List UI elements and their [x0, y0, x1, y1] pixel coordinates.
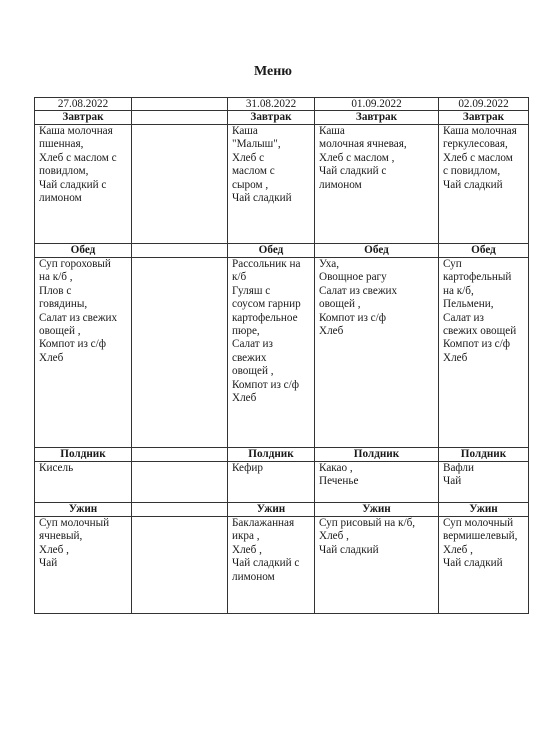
- meal-header-empty: [132, 448, 228, 462]
- menu-cell: Кисель: [35, 462, 132, 503]
- date-cell: 27.08.2022: [35, 98, 132, 111]
- meal-header: Ужин: [35, 503, 132, 517]
- meal-header: Обед: [439, 244, 529, 258]
- meal-header-row-breakfast: [35, 111, 529, 125]
- menu-cell: [132, 258, 228, 448]
- menu-cell: Баклажанная икра , Хлеб , Чай сладкий с лимоном: [228, 517, 315, 614]
- menu-table: [34, 97, 529, 614]
- menu-cell: Какао , Печенье: [315, 462, 439, 503]
- menu-cell: [132, 517, 228, 614]
- menu-cell: Вафли Чай: [439, 462, 529, 503]
- menu-cell: Суп молочный ячневый, Хлеб , Чай: [35, 517, 132, 614]
- meal-header-row-lunch: [35, 244, 529, 258]
- meal-header: Ужин: [228, 503, 315, 517]
- menu-cell: Уха, Овощное рагу Салат из свежих овощей , Компот из с/ф Хлеб: [315, 258, 439, 448]
- meal-header: Ужин: [439, 503, 529, 517]
- menu-cell: [132, 125, 228, 244]
- menu-cell: Суп гороховый на к/б , Плов с говядины, Салат из свежих овощей , Компот из с/ф Хлеб: [35, 258, 132, 448]
- meal-content-row-snack: [35, 462, 529, 503]
- menu-cell: Каша молочная пшенная, Хлеб с маслом с повидлом, Чай сладкий с лимоном: [35, 125, 132, 244]
- menu-cell: Рассольник на к/б Гуляш с соусом гарнир картофельное пюре, Салат из свежих овощей , Компот из с/ф Хлеб: [228, 258, 315, 448]
- meal-header: Обед: [35, 244, 132, 258]
- date-cell: 02.09.2022: [439, 98, 529, 111]
- meal-header-empty: [132, 111, 228, 125]
- meal-content-row-lunch: [35, 258, 529, 448]
- meal-header: Ужин: [315, 503, 439, 517]
- meal-content-row-breakfast: [35, 125, 529, 244]
- menu-cell: Каша "Малыш", Хлеб с маслом с сыром , Чай сладкий: [228, 125, 315, 244]
- meal-header: Полдник: [439, 448, 529, 462]
- menu-cell: Суп молочный вермишелевый, Хлеб , Чай сладкий: [439, 517, 529, 614]
- date-cell: [132, 98, 228, 111]
- menu-cell: [132, 462, 228, 503]
- meal-header-empty: [132, 244, 228, 258]
- meal-header-row-snack: [35, 448, 529, 462]
- page-title: Меню: [253, 64, 292, 79]
- date-cell: 01.09.2022: [315, 98, 439, 111]
- menu-cell: Каша молочная ячневая, Хлеб с маслом , Чай сладкий с лимоном: [315, 125, 439, 244]
- meal-header-empty: [132, 503, 228, 517]
- meal-header: Завтрак: [35, 111, 132, 125]
- menu-cell: Суп рисовый на к/б, Хлеб , Чай сладкий: [315, 517, 439, 614]
- meal-header: Завтрак: [315, 111, 439, 125]
- date-row: [35, 98, 529, 111]
- meal-header: Обед: [315, 244, 439, 258]
- meal-header: Полдник: [228, 448, 315, 462]
- meal-header: Полдник: [35, 448, 132, 462]
- menu-cell: Кефир: [228, 462, 315, 503]
- meal-header: Завтрак: [439, 111, 529, 125]
- menu-cell: Каша молочная геркулесовая, Хлеб с маслом с повидлом, Чай сладкий: [439, 125, 529, 244]
- meal-header-row-dinner: [35, 503, 529, 517]
- meal-header: Завтрак: [228, 111, 315, 125]
- meal-content-row-dinner: [35, 517, 529, 614]
- menu-cell: Суп картофельный на к/б, Пельмени, Салат из свежих овощей Компот из с/ф Хлеб: [439, 258, 529, 448]
- meal-header: Полдник: [315, 448, 439, 462]
- date-cell: 31.08.2022: [228, 98, 315, 111]
- meal-header: Обед: [228, 244, 315, 258]
